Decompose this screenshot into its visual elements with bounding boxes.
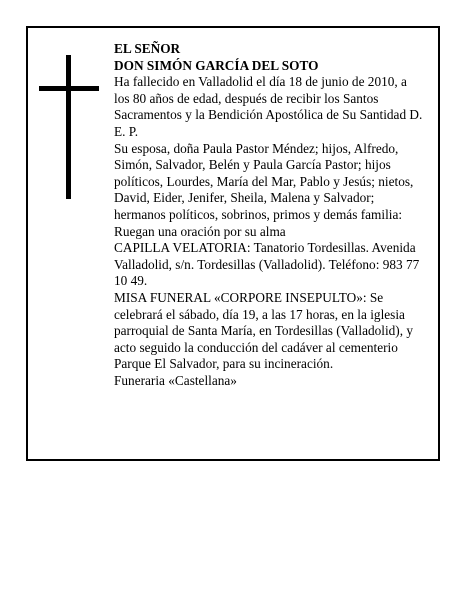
obituary-text — [114, 41, 424, 389]
cross-vertical-bar — [66, 55, 71, 199]
cross-icon — [39, 55, 99, 199]
prayer-request: Ruegan una oración por su alma — [114, 223, 286, 239]
family-list: Su esposa, doña Paula Pastor Méndez; hijos, Alfredo, Simón, Salvador, Belén y Paula García Pastor; hijos políticos, Lourdes, María del Mar, Pablo y Jesús; nietos, David, Eider, Jenifer, Sheila, Malena y Salvador; hermanos políticos, sobrinos, primos y demás familia: — [114, 140, 414, 222]
death-announcement: Ha fallecido en Valladolid el día 18 de junio de 2010, a los 80 años de edad, después de recibir los Santos Sacramentos y la Bendición Apostólica de Su Santidad D. E. P. — [114, 74, 423, 139]
funeral-home: Funeraria «Castellana» — [114, 372, 237, 388]
obituary-notice — [26, 26, 440, 461]
funeral-mass-info: MISA FUNERAL «CORPORE INSEPULTO»: Se celebrará el sábado, día 19, a las 17 horas, en la iglesia parroquial de Santa María, en Tordesillas (Valladolid), y acto seguido la conducción del cadáver al cementerio Parque El Salvador, para su incineración. — [114, 289, 414, 372]
cross-horizontal-bar — [39, 86, 99, 91]
chapel-info: CAPILLA VELATORIA: Tanatorio Tordesillas. Avenida Valladolid, s/n. Tordesillas (Valladolid). Teléfono: 983 77 10 49. — [114, 240, 420, 289]
deceased-name: DON SIMÓN GARCÍA DEL SOTO — [114, 57, 319, 73]
honorific: EL SEÑOR — [114, 41, 181, 56]
